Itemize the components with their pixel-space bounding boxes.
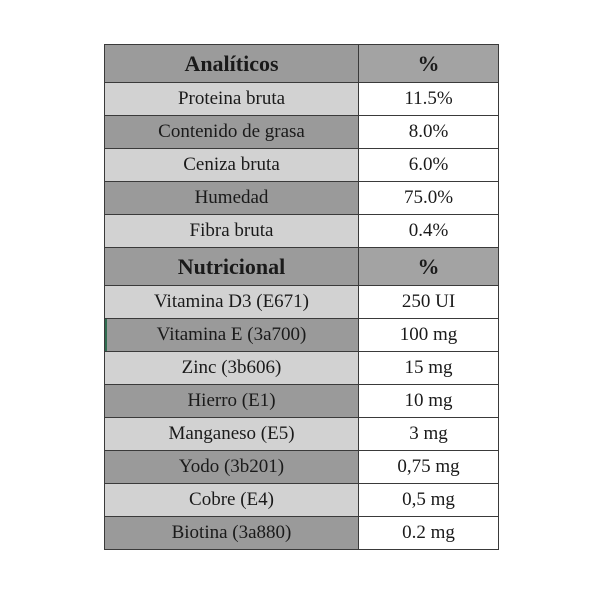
section-header-value: % bbox=[359, 248, 499, 286]
table-row bbox=[105, 385, 499, 418]
section-header-label: Analíticos bbox=[105, 45, 359, 83]
table-row bbox=[105, 182, 499, 215]
section-header-value: % bbox=[359, 45, 499, 83]
row-value: 100 mg bbox=[359, 319, 499, 352]
row-value: 3 mg bbox=[359, 418, 499, 451]
row-value: 8.0% bbox=[359, 116, 499, 149]
row-label: Hierro (E1) bbox=[105, 385, 359, 418]
row-value: 0.2 mg bbox=[359, 517, 499, 550]
row-label: Zinc (3b606) bbox=[105, 352, 359, 385]
nutrition-table bbox=[104, 44, 499, 550]
row-label: Proteina bruta bbox=[105, 83, 359, 116]
row-label: Humedad bbox=[105, 182, 359, 215]
row-value: 75.0% bbox=[359, 182, 499, 215]
row-label: Manganeso (E5) bbox=[105, 418, 359, 451]
row-label: Fibra bruta bbox=[105, 215, 359, 248]
table-row bbox=[105, 451, 499, 484]
row-label: Yodo (3b201) bbox=[105, 451, 359, 484]
section-header-label: Nutricional bbox=[105, 248, 359, 286]
row-value: 11.5% bbox=[359, 83, 499, 116]
row-label: Vitamina E (3a700) bbox=[105, 319, 359, 352]
row-label: Vitamina D3 (E671) bbox=[105, 286, 359, 319]
row-value: 6.0% bbox=[359, 149, 499, 182]
section-header-row bbox=[105, 45, 499, 83]
table-row bbox=[105, 319, 499, 352]
row-label: Ceniza bruta bbox=[105, 149, 359, 182]
row-value: 0,75 mg bbox=[359, 451, 499, 484]
table-row bbox=[105, 149, 499, 182]
row-value: 0.4% bbox=[359, 215, 499, 248]
table-row bbox=[105, 215, 499, 248]
table-row bbox=[105, 286, 499, 319]
section-header-row bbox=[105, 248, 499, 286]
table-row bbox=[105, 418, 499, 451]
nutrition-table-container bbox=[104, 44, 496, 550]
table-row bbox=[105, 116, 499, 149]
nutrition-table-body bbox=[105, 45, 499, 550]
table-row bbox=[105, 484, 499, 517]
table-row bbox=[105, 517, 499, 550]
table-row bbox=[105, 83, 499, 116]
row-value: 250 UI bbox=[359, 286, 499, 319]
row-label: Biotina (3a880) bbox=[105, 517, 359, 550]
row-value: 0,5 mg bbox=[359, 484, 499, 517]
row-label: Cobre (E4) bbox=[105, 484, 359, 517]
table-row bbox=[105, 352, 499, 385]
row-label: Contenido de grasa bbox=[105, 116, 359, 149]
row-value: 10 mg bbox=[359, 385, 499, 418]
row-value: 15 mg bbox=[359, 352, 499, 385]
